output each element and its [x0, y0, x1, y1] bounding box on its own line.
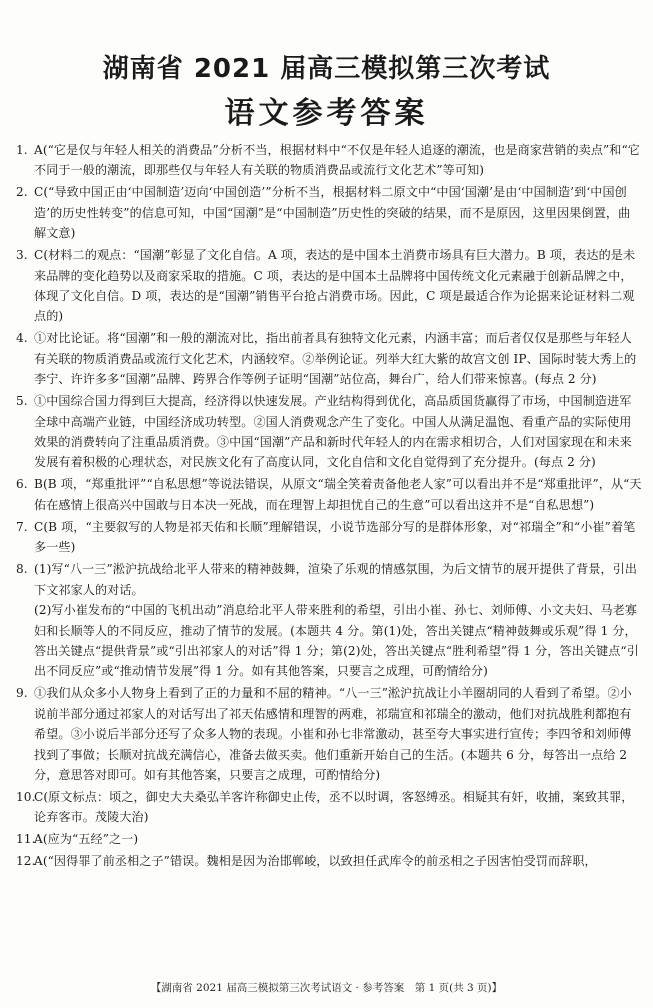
answer-text: C(材料二的观点：“国潮”彰显了文化自信。A 项，表达的是中国本土消费市场具有巨大潜力。B 项，表达的是未来品牌的变化趋势以及商家采取的措施。C 项，表达的是中国本土品牌将中国传统文化元素融于创新品牌之中，体现了文化自信。D 项，表达的是“国潮”销售平台抢占消费市场。因此，C 项是最适合作为论据来论证材料二观点的): [34, 248, 636, 324]
answer-text: ①我们从众多小人物身上看到了正的力量和不屈的精神。“八一三”淞沪抗战让小羊圈胡同的人看到了希望。②小说前半部分通过祁家人的对话写出了祁天佑感情和理智的两难，祁瑞宣和祁瑞全的激动，他们对抗战胜利都抱有希望。③小说后半部分还写了众多人物的表现。小崔和孙七非常激动，甚至夸大事实进行宣传；李四爷和刘师傅找到了事做；长顺对抗战充满信心，准备去做买卖。他们重新开始自己的生活。(本题共 6 分，每答出一点给 2 分，意思答对即可。如有其他答案，只要言之成理，可酌情给分): [34, 686, 632, 782]
answer-text: C(B 项，“主要叙写的人物是祁天佑和长顺”理解错误，小说节选部分写的是群体形象，对“祁瑞全”和“小崔”着笔多一些): [34, 519, 636, 555]
exam-title: 湖南省 2021 届高三模拟第三次考试: [102, 54, 551, 84]
answer-item-9: [16, 683, 642, 785]
answer-text: ①中国综合国力得到巨大提高，经济得以快速发展。产业结构得到优化，高品质国货赢得了市场，中国制造进军全球中高端产业链，中国经济成功转型。②国人消费观念产生了变化。中国人从满足温饱、看重产品的实际使用效果的消费转向了注重品质消费。③中国“国潮”产品和新时代年轻人的内在需求相切合，人们对国家现在和未来发展有着积极的心理状态，对民族文化有了高度认同，文化自信和文化自觉得到了充分提升。(每点 2 分): [34, 394, 632, 470]
answer-number: 9.: [16, 686, 28, 701]
answer-item-7: [16, 517, 642, 558]
answer-number: 12.: [16, 854, 36, 869]
answer-number: 6.: [16, 477, 28, 492]
answer-number: 5.: [16, 394, 28, 409]
answer-text: A(“它是仅与年轻人相关的消费品”分析不当，根据材料中“不仅是年轻人追逐的潮流，也是商家营销的卖点”和“它不同于一般的潮流，即那些仅与年轻人有关联的物质消费品或流行文化艺术”等可知): [34, 143, 640, 178]
answer-paragraph: (2)写小崔发布的“中国的飞机出动”消息给北平人带来胜利的希望，引出小崔、孙七、刘师傅、小文夫妇、马老寡妇和长顺等人的不同反应，推动了情节的发展。(本题共 4 分。第(1)处，答出关键点“精神鼓舞或乐观”得 1 分，答出关键点“提供背景”或“引出祁家人的对话”得 1 分；第(2)处，答出关键点“胜利希望”得 1 分，答出关键点“引出不同反应”或“推动情节发展”得 1 分。如有其他答案，只要言之成理，可酌情给分): [34, 603, 639, 679]
answer-number: 4.: [16, 331, 28, 346]
answer-item-1: [16, 140, 642, 181]
answer-number: 1.: [16, 143, 28, 157]
answer-item-5: [16, 391, 642, 473]
answer-item-2: [16, 182, 642, 243]
answer-text: A(“因得罪了前丞相之子”错误。魏相是因为治邯郸峻，以致担任武库令的前丞相之子因害怕受罚而辞职，: [34, 854, 597, 869]
answer-item-10: [16, 787, 642, 828]
answer-text: B(B 项，“郑重批评”“自私思想”等说法错误，从原文“瑞全笑着责备他老人家”可以看出并不是“郑重批评”，从“天佑在感情上很高兴中国敢与日本决一死战，而在理智上却担忧自己的生意”可以看出这并不是“自私思想”): [34, 477, 642, 512]
answer-item-4: [16, 328, 642, 389]
answer-number: 7.: [16, 519, 28, 534]
answer-text: C(原文标点：顷之，御史大夫桑弘羊客许称御史止传，丞不以时调，客怒缚丞。相疑其有奸，收捕，案致其罪，论弃客市。茂陵大治): [34, 789, 634, 825]
answer-item-6: [16, 474, 642, 515]
answer-item-3: [16, 245, 642, 327]
answer-text: C(“导致中国正由‘中国制造’迈向‘中国创造’”分析不当，根据材料二原文中“中国‘国潮’是由‘中国制造’到‘中国创造’的历史性转变”的信息可知，中国“国潮”是“中国制造”历史性的突破的结果，而不是原因，这里因果倒置，曲解文意): [34, 185, 631, 241]
answer-item-8: [16, 559, 642, 681]
answer-number: 11.: [16, 832, 36, 847]
answer-number: 2.: [16, 185, 28, 200]
answer-list: [16, 140, 642, 873]
page-footer: 【湖南省 2021 届高三模拟第三次考试语文 · 参考答案 第 1 页(共 3 页)】: [150, 982, 503, 994]
answer-number: 3.: [16, 248, 28, 263]
answer-item-11: [16, 829, 642, 849]
document-subtitle: 语文参考答案: [224, 96, 429, 131]
answer-paragraph: (1)写“八一三”淞沪抗战给北平人带来的精神鼓舞，渲染了乐观的情感氛围，为后文情节的展开提供了背景，引出下文祁家人的对话。: [34, 562, 638, 597]
answer-text: A(应为“五经”之一): [34, 832, 139, 847]
answer-number: 8.: [16, 562, 28, 577]
answer-text: ①对比论证。将“国潮”和一般的潮流对比，指出前者具有独特文化元素，内涵丰富；而后者仅仅是那些与年轻人有关联的物质消费品或流行文化艺术，内涵较窄。②举例论证。列举大红大紫的故宫文创 IP、国际时装大秀上的李宁、许许多多“国潮”品牌、跨界合作等例子证明“国潮”站位高，舞台广，给人们带来惊喜。(每点 2 分): [34, 331, 637, 387]
answer-item-12: [16, 851, 642, 871]
answer-number: 10.: [16, 789, 36, 804]
